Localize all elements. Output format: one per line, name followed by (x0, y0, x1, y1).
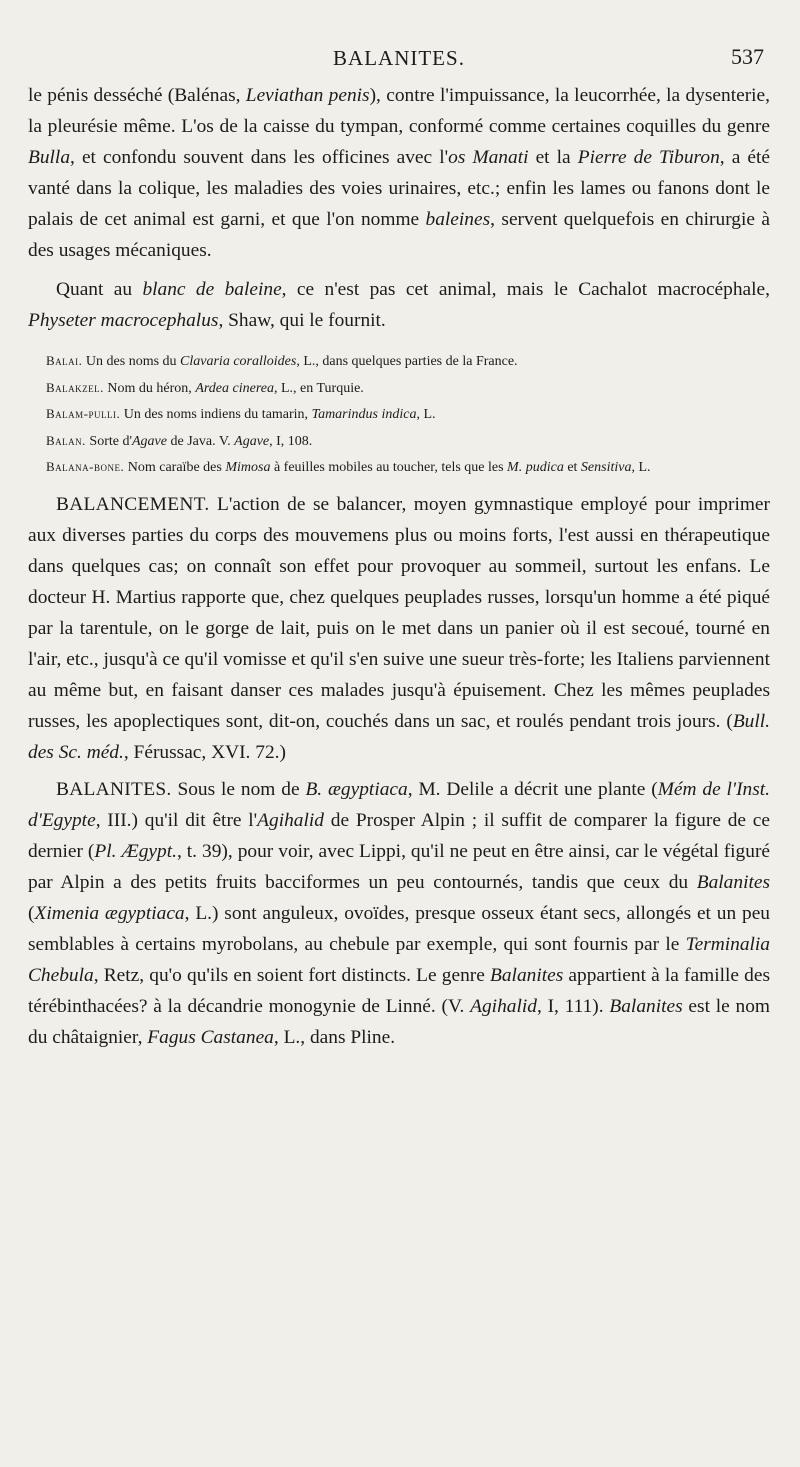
italic-run: Agave (132, 433, 167, 449)
running-title: BALANITES. (333, 46, 465, 70)
italic-run: baleines (425, 209, 491, 230)
entry-headword: Balai. (46, 353, 83, 368)
entry-balakzel (28, 375, 770, 402)
text-run: Quant au (56, 279, 143, 300)
text-run: , L., dans quelques parties de la France. (296, 354, 518, 369)
text-run: , Retz, qu'o qu'ils en soient fort distincts. Le genre (93, 964, 491, 986)
italic-run: Mém de l'Inst. d'Egypte (28, 778, 771, 831)
text-run: Nom du héron, (103, 380, 196, 396)
italic-run: Sensitiva (580, 460, 632, 475)
italic-run: Pierre de Tiburon (577, 147, 720, 168)
text-run: L'action de se balancer, moyen gymnastique employé pour imprimer aux diverses parties du corps des mouvemens plus ou moins forts, l'est aussi en thérapeutique dans quelques cas; on connaît son effet pour provoquer au sommeil, surtout les enfans. Le docteur H. Martius rapporte que, chez quelques peuplades russes, lorsqu'un homme a été piqué par la tarentule, on le gorge de lait, puis on le met dans un panier où il est secoué, tourné en l'air, etc., jusqu'à ce qu'il vomisse et qu'il s'en suive une sueur très-forte; les Italiens parviennent au même but, en faisant danser ces malades jusqu'à épuisement. Chez les mêmes peuplades russes, les apoplectiques sont, dit-on, couchés dans un sac, et roulés pendant trois jours. ( (28, 493, 770, 732)
text-run: , et confondu souvent dans les officines avec l' (70, 147, 449, 168)
italic-run: Physeter macrocephalus (28, 310, 219, 331)
text-run: , L.) sont anguleux, ovoïdes, presque osseux étant secs, allongés et un peu semblables à certains myrobolans, au chebule par exemple, qui sont fournis par le (28, 902, 771, 955)
text-run: , III.) qu'il dit être l' (95, 809, 258, 831)
text-run: , L. (631, 460, 651, 475)
text-run: , I, 108. (269, 433, 313, 449)
italic-run: Agihalid (470, 995, 537, 1017)
italic-run: Balanites (490, 964, 564, 986)
text-run: , Férussac, XVI. 72.) (123, 741, 286, 763)
italic-run: Tamarindus indica (311, 407, 417, 422)
entry-headword: Balakzel. (46, 379, 104, 395)
text-run: , I, 111). (536, 995, 610, 1017)
paragraph-blanc-de-baleine (28, 274, 770, 336)
entry-headword: Balana-bone. (46, 459, 125, 474)
text-run: Un des noms du (82, 354, 181, 369)
text-run: de Java. V. (166, 433, 235, 449)
italic-run: Agihalid (257, 809, 324, 831)
text-run: et la (528, 147, 578, 168)
text-run: , M. Delile a décrit une plante ( (407, 778, 658, 800)
italic-run: Pl. Ægypt. (94, 840, 177, 862)
italic-run: Bull. des Sc. méd. (28, 710, 770, 763)
entry-balanites (28, 774, 770, 1053)
body-text (28, 80, 770, 1053)
italic-run: blanc de baleine (142, 279, 282, 300)
page-number: 537 (731, 44, 764, 69)
italic-run: os Manati (448, 147, 529, 168)
italic-run: Clavaria coralloides (180, 354, 297, 369)
text-run: , Shaw, qui le fournit. (218, 310, 386, 331)
minor-entries (28, 348, 770, 481)
italic-run: Balanites (696, 871, 770, 893)
page-header (28, 44, 770, 74)
italic-run: M. pudica (507, 460, 564, 475)
italic-run: B. ægyptiaca (305, 778, 408, 800)
text-run: appartient à la famille des térébinthacées? à la décandrie monogynie de Linné. (V. (28, 964, 770, 1017)
entry-balai (28, 348, 770, 375)
entry-balancement (28, 489, 770, 768)
text-run: , L., dans Pline. (273, 1026, 396, 1048)
entry-headword: BALANITES. (56, 778, 172, 800)
text-run: ), contre l'impuissance, la leucorrhée, la dysenterie, la pleurésie même. L'os de la caisse du tympan, conformé comme certaines coquilles du genre (28, 85, 770, 137)
entry-headword: Balam-pulli. (46, 406, 121, 421)
book-page (28, 0, 770, 1467)
italic-run: Ardea cinerea (195, 380, 274, 396)
entry-balam-pulli (28, 401, 770, 428)
text-run: , servent quelquefois en chirurgie à des usages mécaniques. (28, 209, 770, 261)
text-run: , t. 39), pour voir, avec Lippi, qu'il ne peut en être ainsi, car le végétal figuré par Alpin a des petits fruits bacciformes un peu contournés, tandis que ceux du (28, 840, 771, 893)
italic-run: Leviathan penis (245, 85, 370, 106)
text-run: Un des noms indiens du tamarin, (120, 407, 312, 422)
text-run: le pénis desséché (Balénas, (28, 85, 246, 106)
text-run: à feuilles mobiles au toucher, tels que les (270, 460, 508, 475)
italic-run: Fagus Castanea (147, 1026, 274, 1048)
text-run: , L. (416, 407, 436, 422)
text-run: Sous le nom de (171, 778, 306, 800)
text-run: , L., en Turquie. (273, 380, 364, 396)
italic-run: Ximenia ægyptiaca (34, 902, 185, 924)
entry-balana-bone (28, 454, 770, 481)
text-run: Nom caraïbe des (124, 460, 226, 475)
entry-balan (28, 428, 770, 455)
text-run: , a été vanté dans la colique, les maladies des voies urinaires, etc.; enfin les lames ou fanons dont le palais de cet animal est garni, et que l'on nomme (28, 147, 771, 230)
text-run: est le nom du châtaignier, (28, 995, 770, 1048)
entry-headword: BALANCEMENT. (56, 493, 210, 515)
text-run: , ce n'est pas cet animal, mais le Cachalot macrocéphale, (281, 279, 770, 300)
text-run: Sorte d' (85, 433, 132, 449)
text-run: et (563, 460, 581, 475)
italic-run: Terminalia Chebula (28, 933, 770, 986)
italic-run: Mimosa (225, 460, 271, 475)
text-run: de Prosper Alpin ; il suffit de comparer la figure de ce dernier ( (28, 809, 770, 862)
text-run: ( (28, 902, 35, 924)
entry-headword: Balan. (46, 432, 86, 448)
italic-run: Bulla (28, 147, 71, 168)
italic-run: Balanites (609, 995, 683, 1017)
italic-run: Agave (234, 433, 270, 449)
paragraph-baleine-uses (28, 80, 770, 266)
